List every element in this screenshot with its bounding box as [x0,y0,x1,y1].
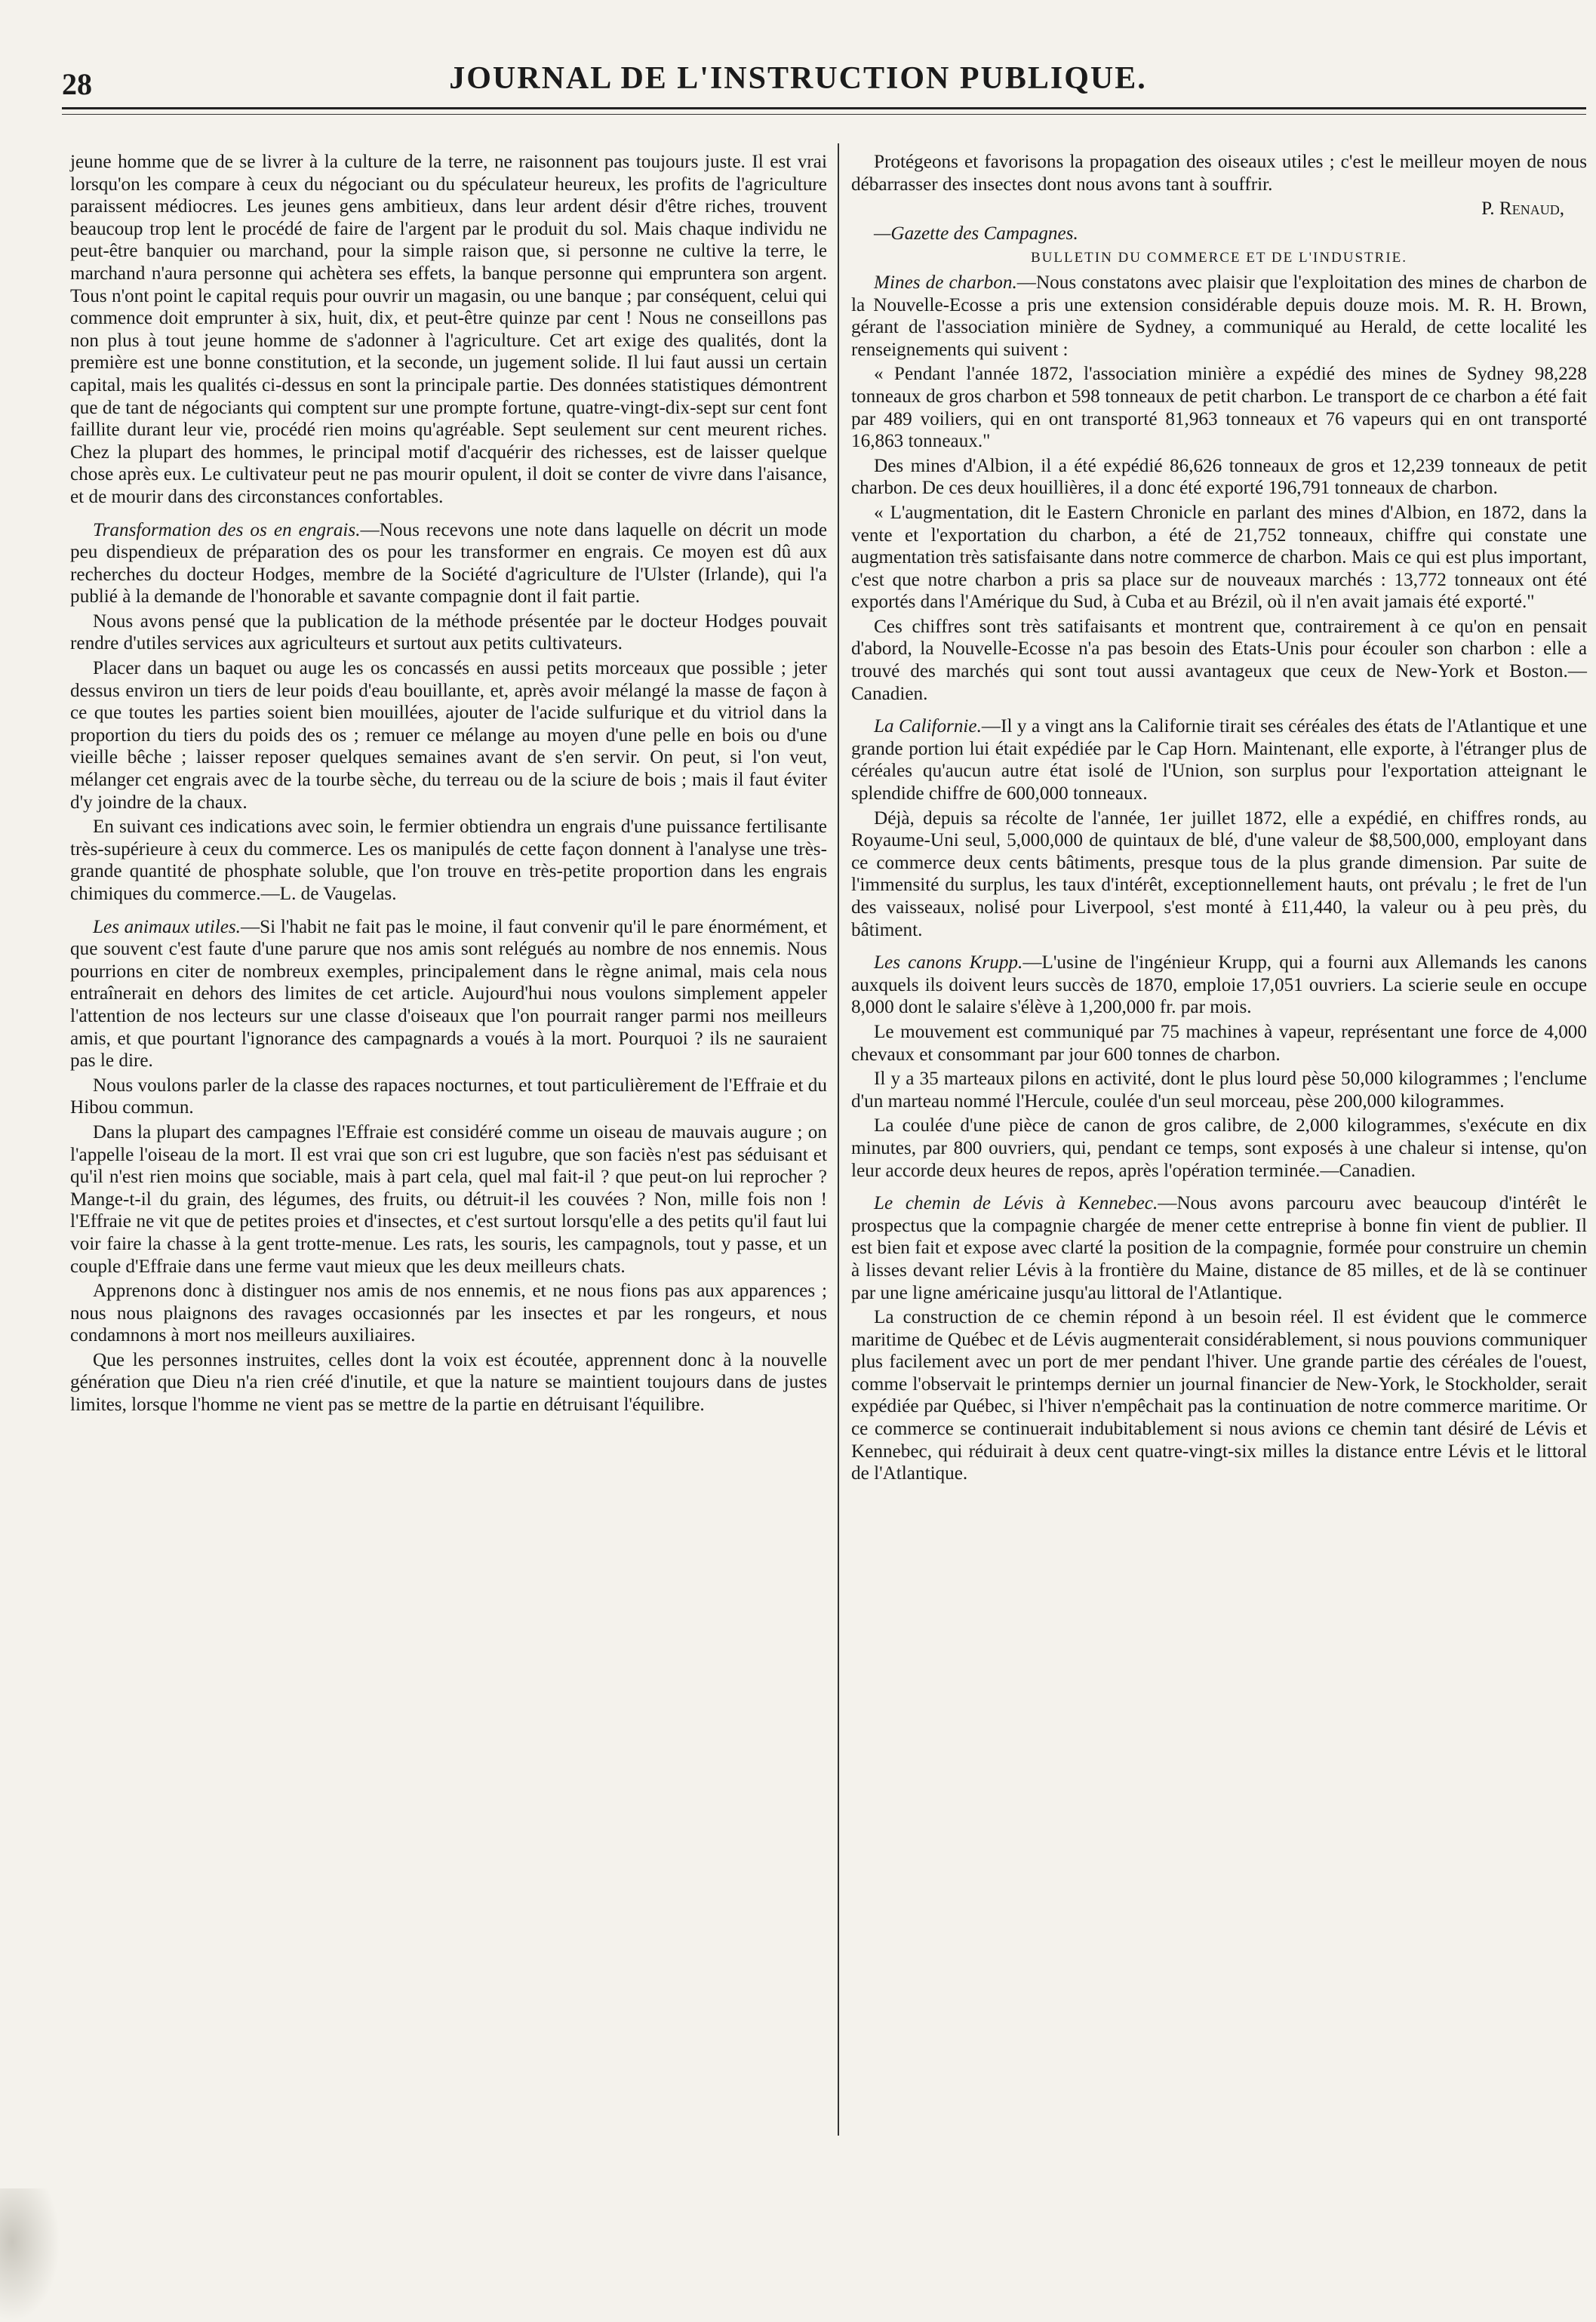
article-paragraph: jeune homme que de se livrer à la culture de la terre, ne raisonnent pas toujours juste. Il est vrai lorsqu'on les compare à ceux du négociant ou du spéculateur heureux, les profits de l'agriculture paraissent médiocres. Les jeunes gens ambitieux, dans leur ardent désir d'être riches, trouvent beaucoup trop lent le procédé de faire de l'argent par le produit du sol. Mais chaque individu ne peut-être banquier ou marchand, pour la simple raison que, si personne ne cultive la terre, le marchand n'aura personne qui achètera ses effets, la banque personne qui empruntera son argent. Tous n'ont point le capital requis pour ouvrir un magasin, ou une banque ; par conséquent, celui qui commence doit emprunter à six, huit, dix, et peut-être quinze par cent ! Nous ne conseillons pas non plus à tout jeune homme de s'adonner à l'agriculture. Cet art exige des qualités, dont la première est une bonne constitution, et la seconde, un jugement solide. Il lui faut aussi un certain capital, mais les qualités ci-dessus en sont la principale partie. Des données statistiques démontrent que de tant de négociants qui comptent sur une prompte fortune, quatre-vingt-dix-sept sur cent font faillite durant leur vie, procédé rien moins qu'agréable. Sept seulement sur cent meurent riches. Chez la plupart des hommes, le principal motif d'acquérir des richesses, est de laisser quelque chose après eux. Le cultivateur peut ne pas mourir opulent, il doit se conter de vivre dans l'aisance, et de mourir dans des circonstances confortables. [70,152,827,507]
page-number: 28 [62,67,92,101]
article-paragraph: Il y a 35 marteaux pilons en activité, dont le plus lourd pèse 50,000 kilogrammes ; l'enclume d'un marteau nommé l'Hercule, coulée d'un seul morceau, pèse 200,000 kilogrammes. [851,1069,1587,1112]
article-paragraph: Dans la plupart des campagnes l'Effraie est considéré comme un oiseau de mauvais augure ; on l'appelle l'oiseau de la mort. Il est vrai que son cri est lugubre, que son faciès n'est pas séduisant et qu'il n'est rien moins que sociable, mais à part cela, quel mal fait-il ? que peut-on lui reprocher ? Mange-t-il du grain, des légumes, des fruits, ou détruit-il les couvées ? Non, mille fois non ! l'Effraie ne vit que de petites proies et d'insectes, et c'est surtout lorsqu'elle a des petits qu'il faut lui voir faire la chasse à la gent trotte-menue. Les rats, les souris, les campagnols, tout y passe, et un couple d'Effraie dans une ferme vaut mieux que les deux meilleurs chats. [70,1121,827,1277]
article-paragraph [70,916,827,1072]
article-source: —Gazette des Campagnes. [874,223,1078,244]
article-paragraph: Ces chiffres sont très satifaisants et montrent que, contrairement à ce qu'on en pensait d'abord, la Nouvelle-Ecosse n'a pas besoin des Etats-Unis pour écouler son charbon : elle a trouvé des marchés qui sont tout aussi avantageux que ceux de New-York et Boston.—Canadien. [851,616,1587,704]
section-heading: BULLETIN DU COMMERCE ET DE L'INDUSTRIE. [1030,250,1408,266]
article-title: Le chemin de Lévis à Kennebec. [874,1193,1158,1214]
article-text: —Nous constatons avec plaisir que l'exploitation des mines de charbon de la Nouvelle-Ecosse a pris une extension considérable depuis douze mois. M. R. H. Brown, gérant de l'association minière de Sydney, a communiqué au Herald, de cette localité les renseignements qui suivent : [851,272,1587,360]
author-signature: P. Renaud, [1481,198,1564,220]
article-paragraph: Que les personnes instruites, celles dont la voix est écoutée, apprennent donc à la nouvelle génération que Dieu n'a rien créé d'inutile, et que la nature se maintient toujours dans de justes limites, lorsque l'homme ne vient pas se mettre de la partie en détruisant l'équilibre. [70,1349,827,1416]
article-paragraph [851,1192,1587,1304]
column-divider [838,143,839,2136]
article-title: Mines de charbon. [874,272,1017,293]
left-column [70,151,827,1419]
header-rule [62,107,1586,109]
article-title: Les canons Krupp. [874,952,1023,973]
article-paragraph: Placer dans un baquet ou auge les os concassés en aussi petits morceaux que possible ; jeter dessus environ un tiers de leur poids d'eau bouillante, et, après avoir mélangé la masse de façon à ce que toutes les parties soient bien mouillées, ajouter de l'acide sulfurique et du vitriol dans la proportion du tiers du poids des os ; remuer ce mélange au moyen d'une pelle en bois ou d'une vieille bêche ; laisser reposer quelques semaines avant de s'en servir. On peut, si l'on veut, mélanger cet engrais avec de la tourbe sèche, du terreau ou de la sciure de bois ; mais il faut éviter d'y joindre de la chaux. [70,658,827,813]
article-paragraph [851,715,1587,804]
article-text: —Nous avons parcouru avec beaucoup d'intérêt le prospectus que la compagnie chargée de mener cette entreprise à bonne fin vient de publier. Il est bien fait et expose avec clarté la position de la compagnie, formée pour construire un chemin à lisses devant relier Lévis à la frontière du Maine, distance de 85 milles, et de là se continuer par une ligne américaine jusqu'au littoral de l'Atlantique. [851,1193,1587,1303]
article-text: —L'usine de l'ingénieur Krupp, qui a fourni aux Allemands les canons auxquels ils doivent leurs succès de 1870, emploie 17,051 ouvriers. La scierie seule en occupe 8,000 dont le salaire s'élève à 1,200,000 fr. par mois. [851,952,1587,1018]
article-title: Les animaux utiles. [93,916,241,937]
article-paragraph: « Pendant l'année 1872, l'association minière a expédié des mines de Sydney 98,228 tonneaux de gros charbon et 598 tonneaux de petit charbon. Le transport de ce charbon a été fait par 489 voiliers, qui en ont transporté 81,963 tonneaux et 76 vapeurs qui en ont transporté 16,863 tonneaux." [851,364,1587,452]
article-title: Transformation des os en engrais. [93,519,361,540]
article-paragraph: Apprenons donc à distinguer nos amis de nos ennemis, et ne nous fions pas aux apparences ; nous nous plaignons des ravages occasionnés par les insectes et par les rongeurs, et nous condamnons à mort nos meilleurs auxiliaires. [70,1281,827,1346]
article-paragraph: La coulée d'une pièce de canon de gros calibre, de 2,000 kilogrammes, s'exécute en dix minutes, par 800 ouvriers, qui, pendant ce temps, sont exposés à une chaleur si intense, qu'on leur accorde deux heures de repos, après l'opération terminée.—Canadien. [851,1115,1587,1181]
article-paragraph: Déjà, depuis sa récolte de l'année, 1er juillet 1872, elle a expédié, en chiffres ronds, au Royaume-Uni seul, 5,000,000 de quintaux de blé, d'une valeur de $8,500,000, employant dans ce commerce deux cents bâtiments, presque tous de la plus grande dimension. Par suite de l'immensité du surplus, les taux d'intérêt, exceptionnellement hauts, ont prévalu ; le fret de l'un des vaisseaux, nolisé pour Liverpool, s'est monté à £11,440, la valeur ou à peu près, du bâtiment. [851,807,1587,940]
running-head: JOURNAL DE L'INSTRUCTION PUBLIQUE. [449,61,1147,96]
article-text: —Nous recevons une note dans laquelle on décrit un mode peu dispendieux de préparation des os pour les transformer en engrais. Ce moyen est dû aux recherches du docteur Hodges, membre de la Société d'agriculture de l'Ulster (Irlande), qui l'a publié à la demande de l'honorable et savante compagnie dont il fait partie. [70,519,827,607]
article-text: —Si l'habit ne fait pas le moine, il faut convenir qu'il le pare énormément, et que souvent c'est faute d'une parure que nos amis sont relégués au nombre de nos ennemis. Nous pourrions en citer de nombreux exemples, principalement dans le règne animal, mais cela nous entraînerait en dehors des limites de cet article. Aujourd'hui nous voulons simplement appeler l'attention de nos lecteurs sur une classe d'oiseaux que l'on pourrait ranger parmi nos meilleurs amis, et que pourtant l'ignorance des campagnards a voués à la mort. Pourquoi ? ils ne sauraient pas le dire. [70,916,827,1072]
article-paragraph: Protégeons et favorisons la propagation des oiseaux utiles ; c'est le meilleur moyen de nous débarrasser des insectes dont nous avons tant à souffrir. [851,152,1587,195]
header-rule-thin [62,114,1586,115]
right-column [851,151,1587,1487]
article-paragraph [70,519,827,608]
article-paragraph: Des mines d'Albion, il a été expédié 86,626 tonneaux de gros et 12,239 tonneaux de petit charbon. De ces deux houillières, il a donc été exporté 196,791 tonneaux de charbon. [851,455,1587,499]
article-text: —Il y a vingt ans la Californie tirait ses céréales des états de l'Atlantique et une grande portion lui était expédiée par le Cap Horn. Maintenant, elle exporte, à l'étranger plus de céréales qu'aucun autre état isolé de l'Union, son surplus pour l'exportation atteignant le splendide chiffre de 600,000 tonneaux. [851,716,1587,804]
article-paragraph: « L'augmentation, dit le Eastern Chronicle en parlant des mines d'Albion, en 1872, dans la vente et l'exportation du charbon, a été de 21,752 tonneaux, chiffre qui constate une augmentation très satisfaisante dans notre commerce de charbon. Mais ce qui est plus important, c'est que notre charbon a pris sa place sur de nouveaux marchés : 13,772 tonneaux ont été exportés dans l'Amérique du Sud, à Cuba et au Brézil, où il n'en avait jamais été exporté." [851,502,1587,613]
article-paragraph [851,272,1587,361]
paper-stain [0,2188,60,2322]
article-paragraph: En suivant ces indications avec soin, le fermier obtiendra un engrais d'une puissance fertilisante très-supérieure à ceux du commerce. Les os manipulés de cette façon donnent à l'analyse une très-grande quantité de phosphate soluble, que l'on trouve en très-petite proportion dans les engrais chimiques du commerce.—L. de Vaugelas. [70,817,827,904]
article-paragraph: Nous voulons parler de la classe des rapaces nocturnes, et tout particulièrement de l'Effraie et du Hibou commun. [70,1075,827,1118]
article-title: La Californie. [874,716,982,737]
article-paragraph: La construction de ce chemin répond à un besoin réel. Il est évident que le commerce maritime de Québec et de Lévis augmenterait considérablement, si nous pouvions communiquer plus facilement avec un port de mer pendant l'hiver. Une grande partie des céréales de l'ouest, comme l'observait le printemps dernier un journal financier de New-York, le Stockholder, serait expédiée par Québec, si l'hiver n'empêchait pas la continuation de notre commerce maritime. Or ce commerce se continuerait indubitablement si nous avions ce chemin tant désiré de Lévis et Kennebec, qui réduirait à deux cent quatre-vingt-six milles la distance entre Lévis et le littoral de l'Atlantique. [851,1307,1587,1484]
article-paragraph: Nous avons pensé que la publication de la méthode présentée par le docteur Hodges pouvait rendre d'utiles services aux agriculteurs et surtout aux petits cultivateurs. [70,610,827,654]
article-paragraph: Le mouvement est communiqué par 75 machines à vapeur, représentant une force de 4,000 chevaux et consommant par jour 600 tonnes de charbon. [851,1021,1587,1065]
article-paragraph [851,952,1587,1019]
